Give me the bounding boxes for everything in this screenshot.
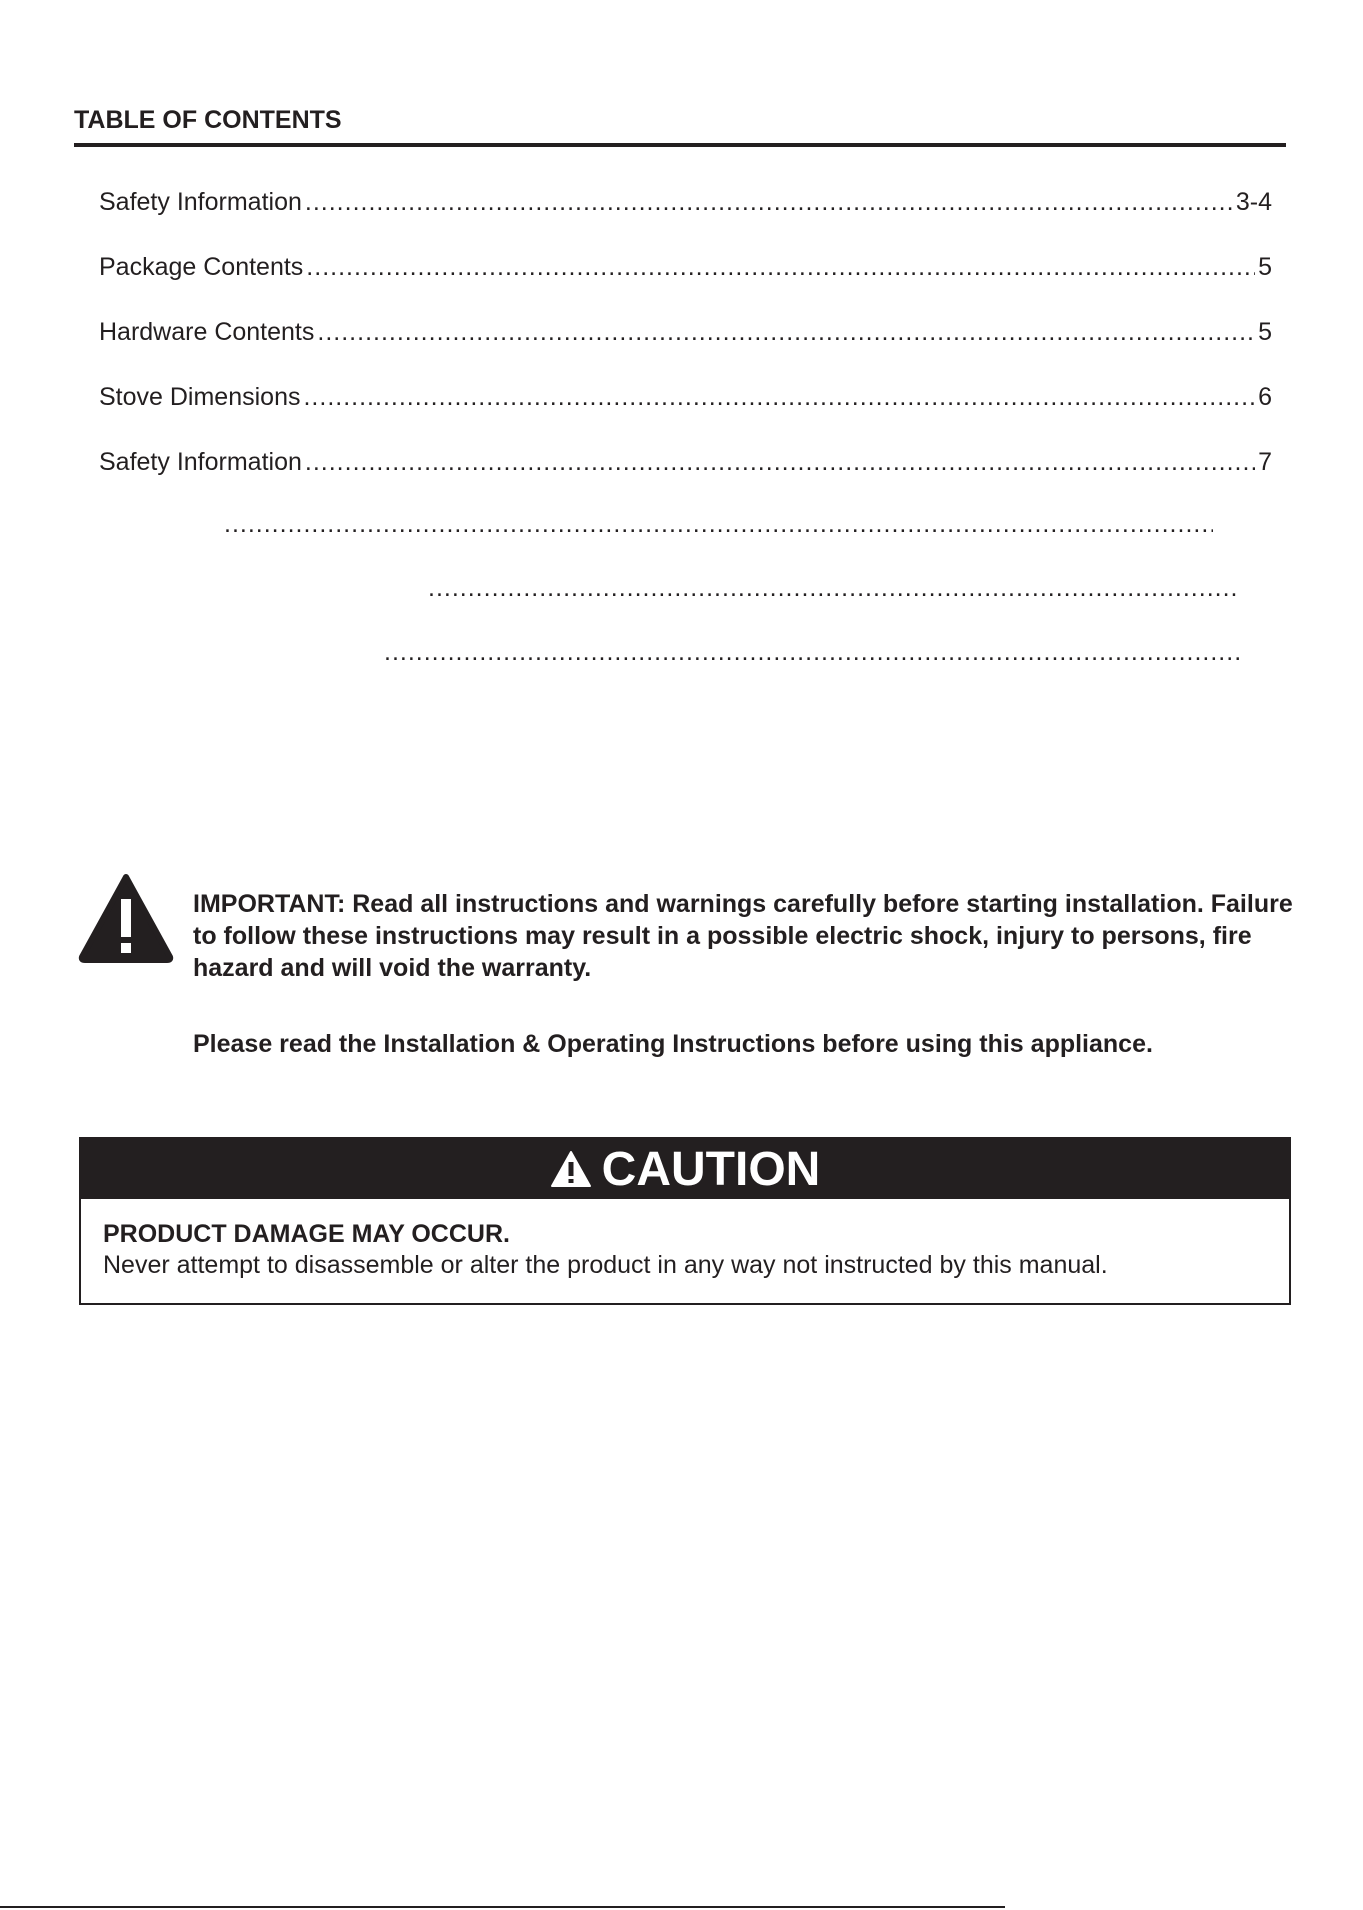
toc-blank-leader-1: [224, 509, 1213, 539]
toc-divider: [74, 143, 1286, 147]
toc-entry-page: 5: [1258, 253, 1272, 281]
toc-entry-page: 7: [1258, 448, 1272, 476]
caution-heading: CAUTION: [601, 1142, 821, 1196]
toc-leader-dots: [305, 440, 1255, 484]
toc-list: [99, 180, 1272, 505]
read-instructions-notice: Please read the Installation & Operating Instructions before using this appliance.: [193, 1030, 1153, 1058]
warning-exclamation-icon: [78, 873, 174, 963]
toc-entry-page: 5: [1258, 318, 1272, 346]
caution-triangle-icon: [550, 1150, 592, 1188]
footer-divider: [0, 1906, 1005, 1908]
toc-entry-safety-information-2[interactable]: [99, 440, 1272, 505]
toc-entry-label: Stove Dimensions: [99, 383, 301, 411]
toc-entry-page: 3-4: [1235, 188, 1272, 216]
caution-body: [81, 1199, 1289, 1281]
toc-blank-leader-3: [384, 637, 1240, 667]
toc-entry-page: 6: [1258, 383, 1272, 411]
toc-entry-label: Safety Information: [99, 448, 302, 476]
toc-leader-dots: [317, 310, 1255, 354]
caution-box: [79, 1137, 1291, 1305]
toc-entry-label: Safety Information: [99, 188, 302, 216]
caution-text: Never attempt to disassemble or alter the product in any way not instructed by this manual.: [103, 1251, 1108, 1279]
toc-entry-stove-dimensions[interactable]: [99, 375, 1272, 440]
toc-entry-package-contents[interactable]: [99, 245, 1272, 310]
toc-heading: TABLE OF CONTENTS: [74, 106, 342, 134]
toc-leader-dots: [303, 375, 1255, 419]
caution-header: [81, 1139, 1289, 1199]
toc-leader-dots: [305, 180, 1233, 224]
toc-blank-leader-2: [428, 573, 1240, 603]
toc-entry-safety-information[interactable]: [99, 180, 1272, 245]
toc-leader-dots: [306, 245, 1255, 289]
toc-entry-label: Hardware Contents: [99, 318, 315, 346]
toc-entry-label: Package Contents: [99, 253, 304, 281]
caution-title: PRODUCT DAMAGE MAY OCCUR.: [103, 1220, 510, 1248]
toc-entry-hardware-contents[interactable]: [99, 310, 1272, 375]
important-notice: IMPORTANT: Read all instructions and warnings carefully before starting installation. Failure to follow these instructions may result in a possible electric shock, injury to persons, fire hazard and will void the warranty.: [193, 890, 1293, 982]
